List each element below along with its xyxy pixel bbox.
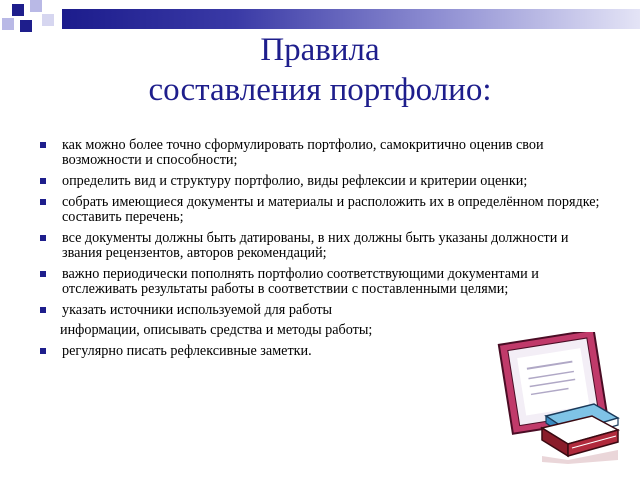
certificate-and-books-icon [476, 332, 636, 464]
slide-title [0, 30, 640, 110]
list-item-text: собрать имеющиеся документы и материалы и расположить их в определённом порядке; составить перечень; [62, 194, 600, 225]
title-line-1: Правила [260, 32, 380, 68]
bullet-square-icon [40, 348, 46, 354]
bullet-square-icon [40, 178, 46, 184]
list-item-text: информации, описывать средства и методы работы; [60, 322, 373, 338]
list-item-text: указать источники используемой для работы [62, 302, 333, 318]
bullet-square-icon [40, 235, 46, 241]
rules-list [40, 138, 600, 365]
list-item-text: регулярно писать рефлексивные заметки. [62, 343, 312, 359]
list-item [40, 195, 600, 225]
decor-square [12, 4, 24, 16]
bullet-square-icon [40, 199, 46, 205]
decor-square [2, 18, 14, 30]
list-item-text: определить вид и структуру портфолио, виды рефлексии и критерии оценки; [62, 173, 528, 189]
list-item [40, 174, 600, 189]
list-item-text: важно периодически пополнять портфолио соответствующими документами и отслеживать результаты работы в соответствии с поставленными целями; [62, 266, 539, 297]
decor-square [42, 14, 54, 26]
list-item-text: как можно более точно сформулировать портфолио, самокритично оценив свои возможности и способности; [62, 137, 544, 168]
header-gradient-bar [62, 9, 640, 29]
decor-square [30, 0, 42, 12]
bullet-square-icon [40, 307, 46, 313]
bullet-square-icon [40, 271, 46, 277]
list-item [40, 267, 600, 297]
title-line-2: составления портфолио: [148, 72, 492, 108]
bullet-square-icon [40, 142, 46, 148]
list-item-text: все документы должны быть датированы, в них должны быть указаны должности и звания рецензентов, авторов рекомендаций; [62, 230, 569, 261]
list-item [40, 303, 600, 318]
list-item [40, 231, 600, 261]
list-item [40, 138, 600, 168]
